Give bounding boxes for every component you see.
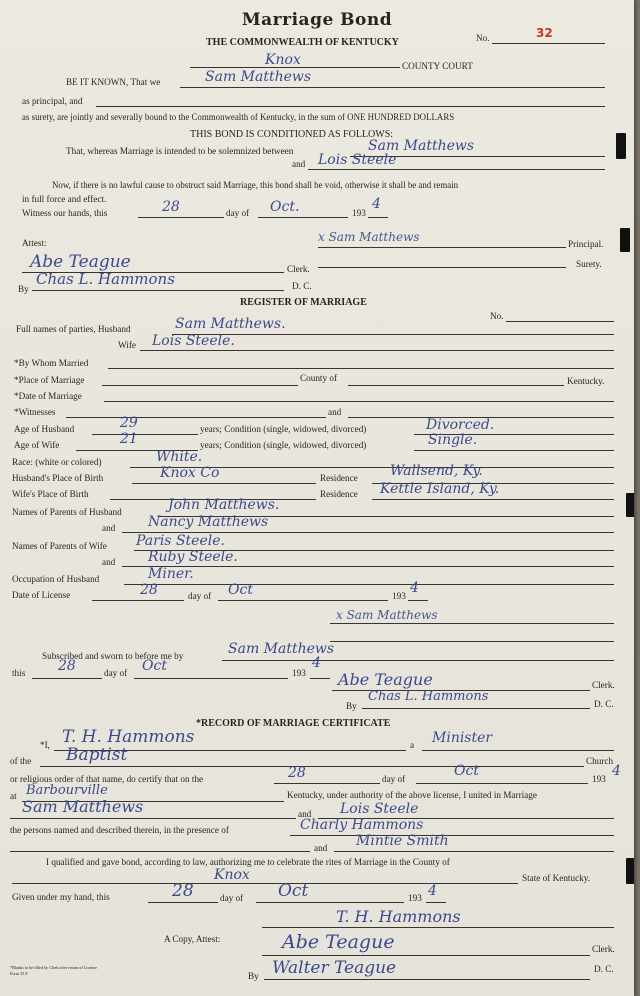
minister-signature: T. H. Hammons — [336, 907, 461, 926]
binder-tab — [626, 858, 634, 884]
place-line — [102, 385, 298, 386]
minister-title-handwritten: Minister — [432, 730, 493, 746]
cert-witness-and: and — [314, 843, 328, 853]
principal-line — [180, 87, 605, 88]
given-day-line — [148, 902, 218, 903]
a-label: a — [410, 740, 415, 750]
husband-birth-line — [132, 483, 316, 484]
parent-husband-2-handwritten: Nancy Matthews — [148, 514, 269, 530]
bond-year-line — [368, 217, 388, 218]
document-title: Marriage Bond — [241, 10, 393, 30]
cert-witness-1-handwritten: Charly Hammons — [300, 817, 424, 833]
register-by-label: By — [346, 701, 357, 711]
witnesses-and: and — [328, 407, 342, 417]
persons-named-text: the persons named and described therein, in the presence of — [10, 825, 229, 835]
county-line — [190, 67, 400, 68]
cert-year-prefix: 193 — [592, 774, 606, 784]
husband-residence-handwritten: Wallsend, Ky. — [390, 463, 483, 479]
cert-groom-handwritten: Sam Matthews — [22, 797, 144, 816]
parents-wife-label: Names of Parents of Wife — [12, 541, 107, 551]
cert-county-line — [12, 883, 518, 884]
be-it-known-text: BE IT KNOWN, That we — [66, 77, 161, 87]
place-label: *Place of Marriage — [14, 375, 85, 385]
bride-line — [308, 169, 605, 170]
license-day-line — [92, 600, 184, 601]
sub-year-handwritten: 4 — [312, 655, 321, 671]
copy-clerk-label: Clerk. — [592, 944, 615, 954]
bond-day-line — [138, 217, 224, 218]
church-handwritten: Baptist — [66, 745, 128, 765]
sub-month-handwritten: Oct — [142, 658, 167, 674]
witnesses-label: *Witnesses — [14, 407, 56, 417]
surety-name-line — [96, 106, 605, 107]
copy-attest-label: A Copy, Attest: — [164, 934, 221, 944]
principal-name-handwritten: Sam Matthews — [205, 69, 312, 85]
church-label: Church — [586, 756, 614, 766]
cert-day-handwritten: 28 — [288, 765, 306, 781]
wife-residence-label: Residence — [320, 489, 358, 499]
register-clerk-label: Clerk. — [592, 680, 615, 690]
subscribed-name-handwritten: Sam Matthews — [228, 641, 335, 657]
principal-signature: x Sam Matthews — [318, 230, 420, 244]
date-license-label: Date of License — [12, 590, 71, 600]
given-month-handwritten: Oct — [278, 881, 309, 901]
principal-sig-line — [318, 247, 566, 248]
condition-wife-line — [414, 450, 614, 451]
minister-name-handwritten: T. H. Hammons — [62, 727, 195, 747]
age-wife-handwritten: 21 — [120, 431, 138, 447]
license-day-handwritten: 28 — [140, 582, 158, 598]
parents-husband-label: Names of Parents of Husband — [12, 507, 122, 517]
full-force-text: in full force and effect. — [22, 194, 107, 204]
marriage-place-handwritten: Barbourville — [26, 783, 108, 798]
cert-groom-line — [10, 818, 296, 819]
religious-order-text: or religious order of that name, do certify that on the — [10, 774, 204, 784]
by-whom-line — [108, 368, 614, 369]
parent-wife-2-handwritten: Ruby Steele. — [148, 549, 238, 565]
i-label: *I, — [40, 740, 50, 750]
given-year-handwritten: 4 — [428, 883, 437, 899]
conditioned-heading: THIS BOND IS CONDITIONED AS FOLLOWS: — [190, 129, 394, 140]
husband-name-line — [172, 334, 614, 335]
day-of-text: day of — [226, 208, 250, 218]
county-handwritten: Knox — [265, 52, 301, 68]
date-of-marriage-label: *Date of Marriage — [14, 391, 82, 401]
as-principal-text: as principal, and — [22, 96, 83, 106]
witness-hands-text: Witness our hands, this — [22, 208, 108, 218]
license-year-line — [408, 600, 428, 601]
cert-witness-2-handwritten: Mintie Smith — [356, 833, 449, 849]
copy-by-label: By — [248, 971, 259, 981]
bride-name-handwritten: Lois Steele — [318, 152, 397, 168]
surety-sig-line — [318, 267, 566, 268]
sub-day-of: day of — [104, 668, 128, 678]
state-kentucky-label: State of Kentucky. — [522, 873, 591, 883]
bond-day-handwritten: 28 — [162, 199, 180, 215]
race-label: Race: (white or colored) — [12, 457, 102, 467]
county-court-label: COUNTY COURT — [402, 61, 473, 71]
year-prefix: 193 — [352, 208, 366, 218]
cert-witness-2-line — [334, 851, 614, 852]
register-number-label: No. — [490, 311, 504, 321]
bond-dc-signature: Chas L. Hammons — [36, 270, 175, 288]
groom-name-handwritten: Sam Matthews — [368, 138, 475, 154]
minister-title-line — [422, 750, 614, 751]
parents-wife-and: and — [102, 557, 116, 567]
binder-tab — [620, 228, 630, 252]
church-line — [40, 766, 584, 767]
bond-month-handwritten: Oct. — [270, 199, 300, 215]
cert-month-line — [416, 783, 588, 784]
kentucky-label: Kentucky. — [567, 376, 605, 386]
bond-year-handwritten: 4 — [372, 196, 381, 212]
number-label: No. — [476, 33, 490, 43]
copy-clerk-line — [262, 955, 590, 956]
wife-name-line — [140, 350, 614, 351]
whereas-text: That, whereas Marriage is intended to be solemnized between — [66, 146, 294, 156]
occupation-line — [124, 584, 614, 585]
at-label: at — [10, 791, 17, 801]
copy-dc-label: D. C. — [594, 964, 614, 974]
license-month-line — [218, 600, 388, 601]
condition-wife-label: years; Condition (single, widowed, divorced) — [200, 440, 367, 450]
minister-sig-line — [262, 927, 614, 928]
of-the-label: of the — [10, 756, 32, 766]
cert-blank-line — [10, 851, 310, 852]
sub-year-prefix: 193 — [292, 668, 306, 678]
age-husband-line — [92, 434, 198, 435]
register-dc-signature: Chas L. Hammons — [368, 689, 489, 704]
husband-birth-handwritten: Knox Co — [160, 465, 220, 481]
surety-label: Surety. — [576, 259, 602, 269]
bond-month-line — [258, 217, 348, 218]
parent-husband-1-handwritten: John Matthews. — [168, 497, 280, 513]
license-year-handwritten: 4 — [410, 580, 419, 596]
cert-bride-handwritten: Lois Steele — [340, 801, 419, 817]
witness-line-1 — [66, 417, 326, 418]
subscribed-line — [222, 660, 614, 661]
this-label: this — [12, 668, 26, 678]
sub-month-line — [134, 678, 288, 679]
cert-and-label: and — [298, 809, 312, 819]
husband-birth-label: Husband's Place of Birth — [12, 473, 104, 483]
bond-clerk-label: Clerk. — [287, 264, 310, 274]
attest-label: Attest: — [22, 238, 47, 248]
wife-label: Wife — [118, 340, 136, 350]
parent-wife-2-line — [122, 566, 614, 567]
principal-label: Principal. — [568, 239, 604, 249]
by-whom-label: *By Whom Married — [14, 358, 89, 368]
given-year-line — [426, 902, 446, 903]
county-of-label: County of — [300, 373, 338, 383]
cert-day-line — [274, 783, 380, 784]
register-number-line — [506, 321, 614, 322]
dc-sig-line — [32, 290, 284, 291]
wife-residence-handwritten: Kettle Island, Ky. — [380, 481, 500, 497]
license-year-prefix: 193 — [392, 591, 406, 601]
copy-clerk-signature: Abe Teague — [282, 931, 395, 953]
condition-husband-label: years; Condition (single, widowed, divorced) — [200, 424, 367, 434]
given-day-handwritten: 28 — [172, 881, 194, 901]
date-of-marriage-line — [104, 401, 614, 402]
now-if-text: Now, if there is no lawful cause to obstruct said Marriage, this bond shall be void, otherwise it shall be and remain — [52, 180, 459, 190]
applicant-signature: x Sam Matthews — [336, 608, 438, 622]
given-day-of: day of — [220, 893, 244, 903]
register-clerk-signature: Abe Teague — [338, 670, 433, 689]
bond-number: 32 — [536, 26, 553, 40]
cert-month-handwritten: Oct — [454, 763, 479, 779]
license-day-of: day of — [188, 591, 212, 601]
full-names-label: Full names of parties, Husband — [16, 324, 131, 334]
given-year-prefix: 193 — [408, 893, 422, 903]
parent-wife-1-handwritten: Paris Steele. — [136, 533, 225, 549]
bond-clerk-signature: Abe Teague — [30, 252, 131, 272]
given-under-text: Given under my hand, this — [12, 892, 110, 902]
husband-residence-label: Residence — [320, 473, 358, 483]
cert-witness-1-line — [290, 835, 614, 836]
condition-wife-handwritten: Single. — [428, 432, 478, 448]
binder-tab — [626, 493, 634, 517]
number-line — [492, 43, 605, 44]
cert-year-handwritten: 4 — [612, 763, 621, 779]
given-month-line — [256, 902, 404, 903]
surety-bound-text: as surety, are jointly and severally bound to the Commonwealth of Kentucky, in the sum of ONE HUNDRED DOLLARS — [22, 112, 455, 122]
applicant-sig-line-2 — [330, 641, 614, 642]
kentucky-under-text: Kentucky, under authority of the above license, I united in Marriage — [287, 790, 537, 800]
cert-county-handwritten: Knox — [214, 867, 250, 883]
parents-husband-and: and — [102, 523, 116, 533]
register-heading: REGISTER OF MARRIAGE — [240, 297, 367, 308]
sub-day-line — [32, 678, 102, 679]
and-text: and — [292, 159, 306, 169]
license-month-handwritten: Oct — [228, 582, 253, 598]
certificate-heading: *RECORD OF MARRIAGE CERTIFICATE — [196, 718, 391, 729]
occupation-label: Occupation of Husband — [12, 574, 100, 584]
county-of-line — [348, 385, 564, 386]
bond-by-label: By — [18, 284, 29, 294]
wife-name-handwritten: Lois Steele. — [152, 333, 235, 349]
age-husband-label: Age of Husband — [14, 424, 75, 434]
footnote-form: Form 35 F — [10, 971, 28, 976]
copy-dc-line — [264, 979, 590, 980]
copy-dc-signature: Walter Teague — [272, 958, 397, 978]
register-dc-label: D. C. — [594, 699, 614, 709]
age-wife-label: Age of Wife — [14, 440, 60, 450]
binder-tab — [616, 133, 626, 159]
register-dc-line — [362, 708, 590, 709]
wife-birth-label: Wife's Place of Birth — [12, 489, 89, 499]
age-husband-handwritten: 29 — [120, 415, 138, 431]
cert-day-of: day of — [382, 774, 406, 784]
wife-residence-line — [372, 499, 614, 500]
footnote-blanks: *Blanks to be filled by Clerk after return of License — [10, 965, 97, 970]
race-handwritten: White. — [156, 449, 203, 465]
subscribed-text: Subscribed and sworn to before me by — [42, 651, 184, 661]
occupation-handwritten: Miner. — [148, 566, 194, 582]
commonwealth-heading: THE COMMONWEALTH OF KENTUCKY — [206, 37, 399, 48]
applicant-sig-line — [330, 623, 614, 624]
sub-day-handwritten: 28 — [58, 658, 76, 674]
qualified-text: I qualified and gave bond, according to law, authorizing me to celebrate the rites of Marriage in the County of — [46, 857, 450, 867]
bond-dc-label: D. C. — [292, 281, 312, 291]
husband-name-handwritten: Sam Matthews. — [175, 316, 286, 332]
condition-husband-handwritten: Divorced. — [426, 417, 495, 433]
sub-year-line — [310, 678, 330, 679]
